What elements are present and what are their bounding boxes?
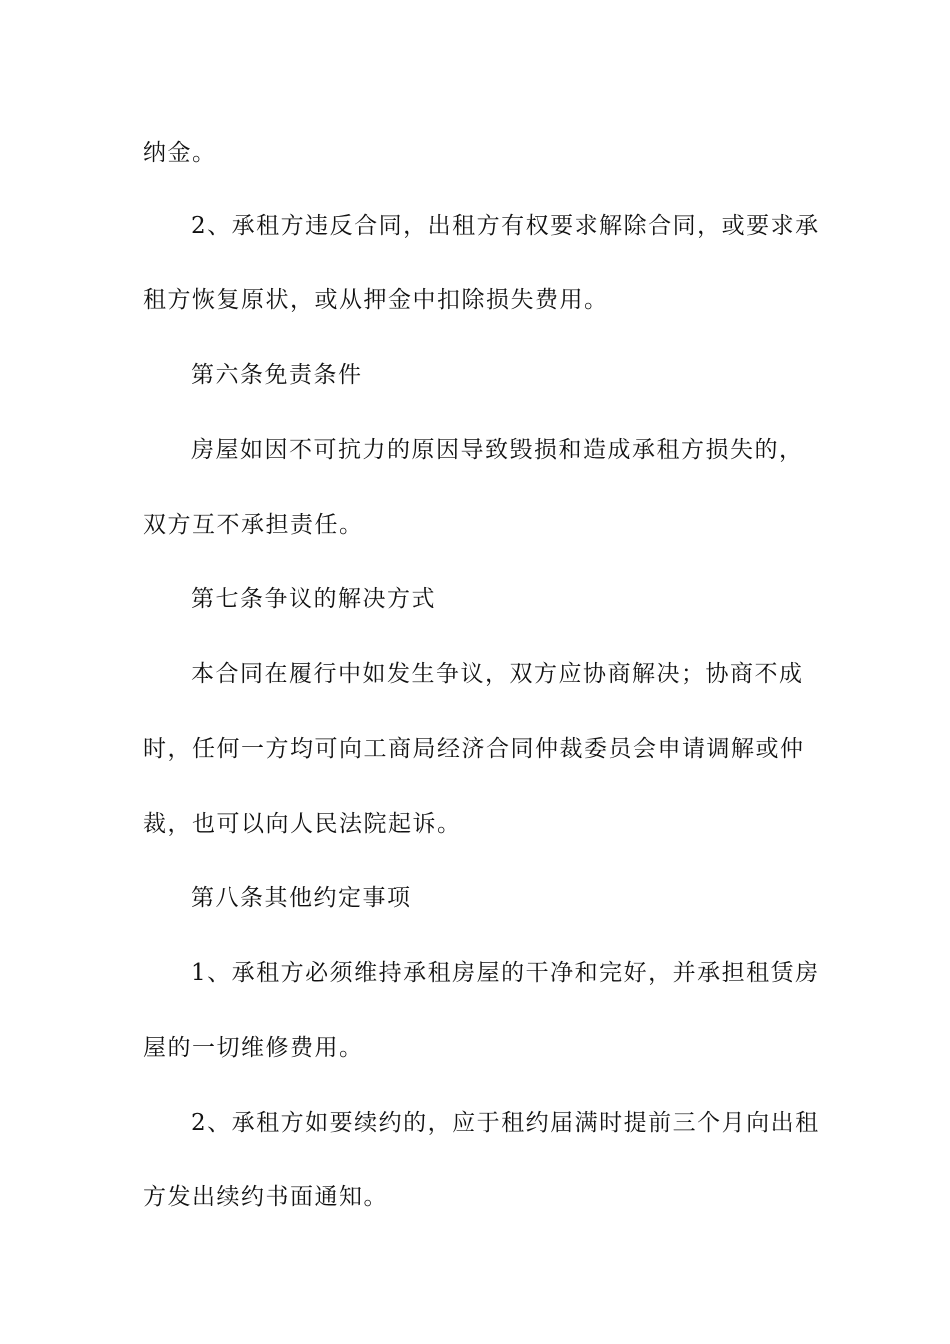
text-line: 时，任何一方均可向工商局经济合同仲裁委员会申请调解或仲 xyxy=(143,736,805,762)
section-heading: 第八条其他约定事项 xyxy=(191,885,412,911)
text-line: 房屋如因不可抗力的原因导致毁损和造成承租方损失的， xyxy=(191,437,804,463)
section-heading: 第七条争议的解决方式 xyxy=(191,586,436,612)
text-line: 2、承租方违反合同，出租方有权要求解除合同，或要求承 xyxy=(191,213,820,239)
text-line: 1、承租方必须维持承租房屋的干净和完好，并承担租赁房 xyxy=(191,960,820,986)
text-line: 纳金。 xyxy=(143,140,217,166)
section-heading: 第六条免责条件 xyxy=(191,362,363,388)
text-line: 租方恢复原状，或从押金中扣除损失费用。 xyxy=(143,287,609,313)
text-line: 本合同在履行中如发生争议，双方应协商解决；协商不成 xyxy=(191,661,804,687)
text-line: 2、承租方如要续约的，应于租约届满时提前三个月向出租 xyxy=(191,1110,820,1136)
text-line: 裁，也可以向人民法院起诉。 xyxy=(143,811,462,837)
text-line: 双方互不承担责任。 xyxy=(143,512,364,538)
text-line: 屋的一切维修费用。 xyxy=(143,1035,364,1061)
text-line: 方发出续约书面通知。 xyxy=(143,1184,388,1210)
